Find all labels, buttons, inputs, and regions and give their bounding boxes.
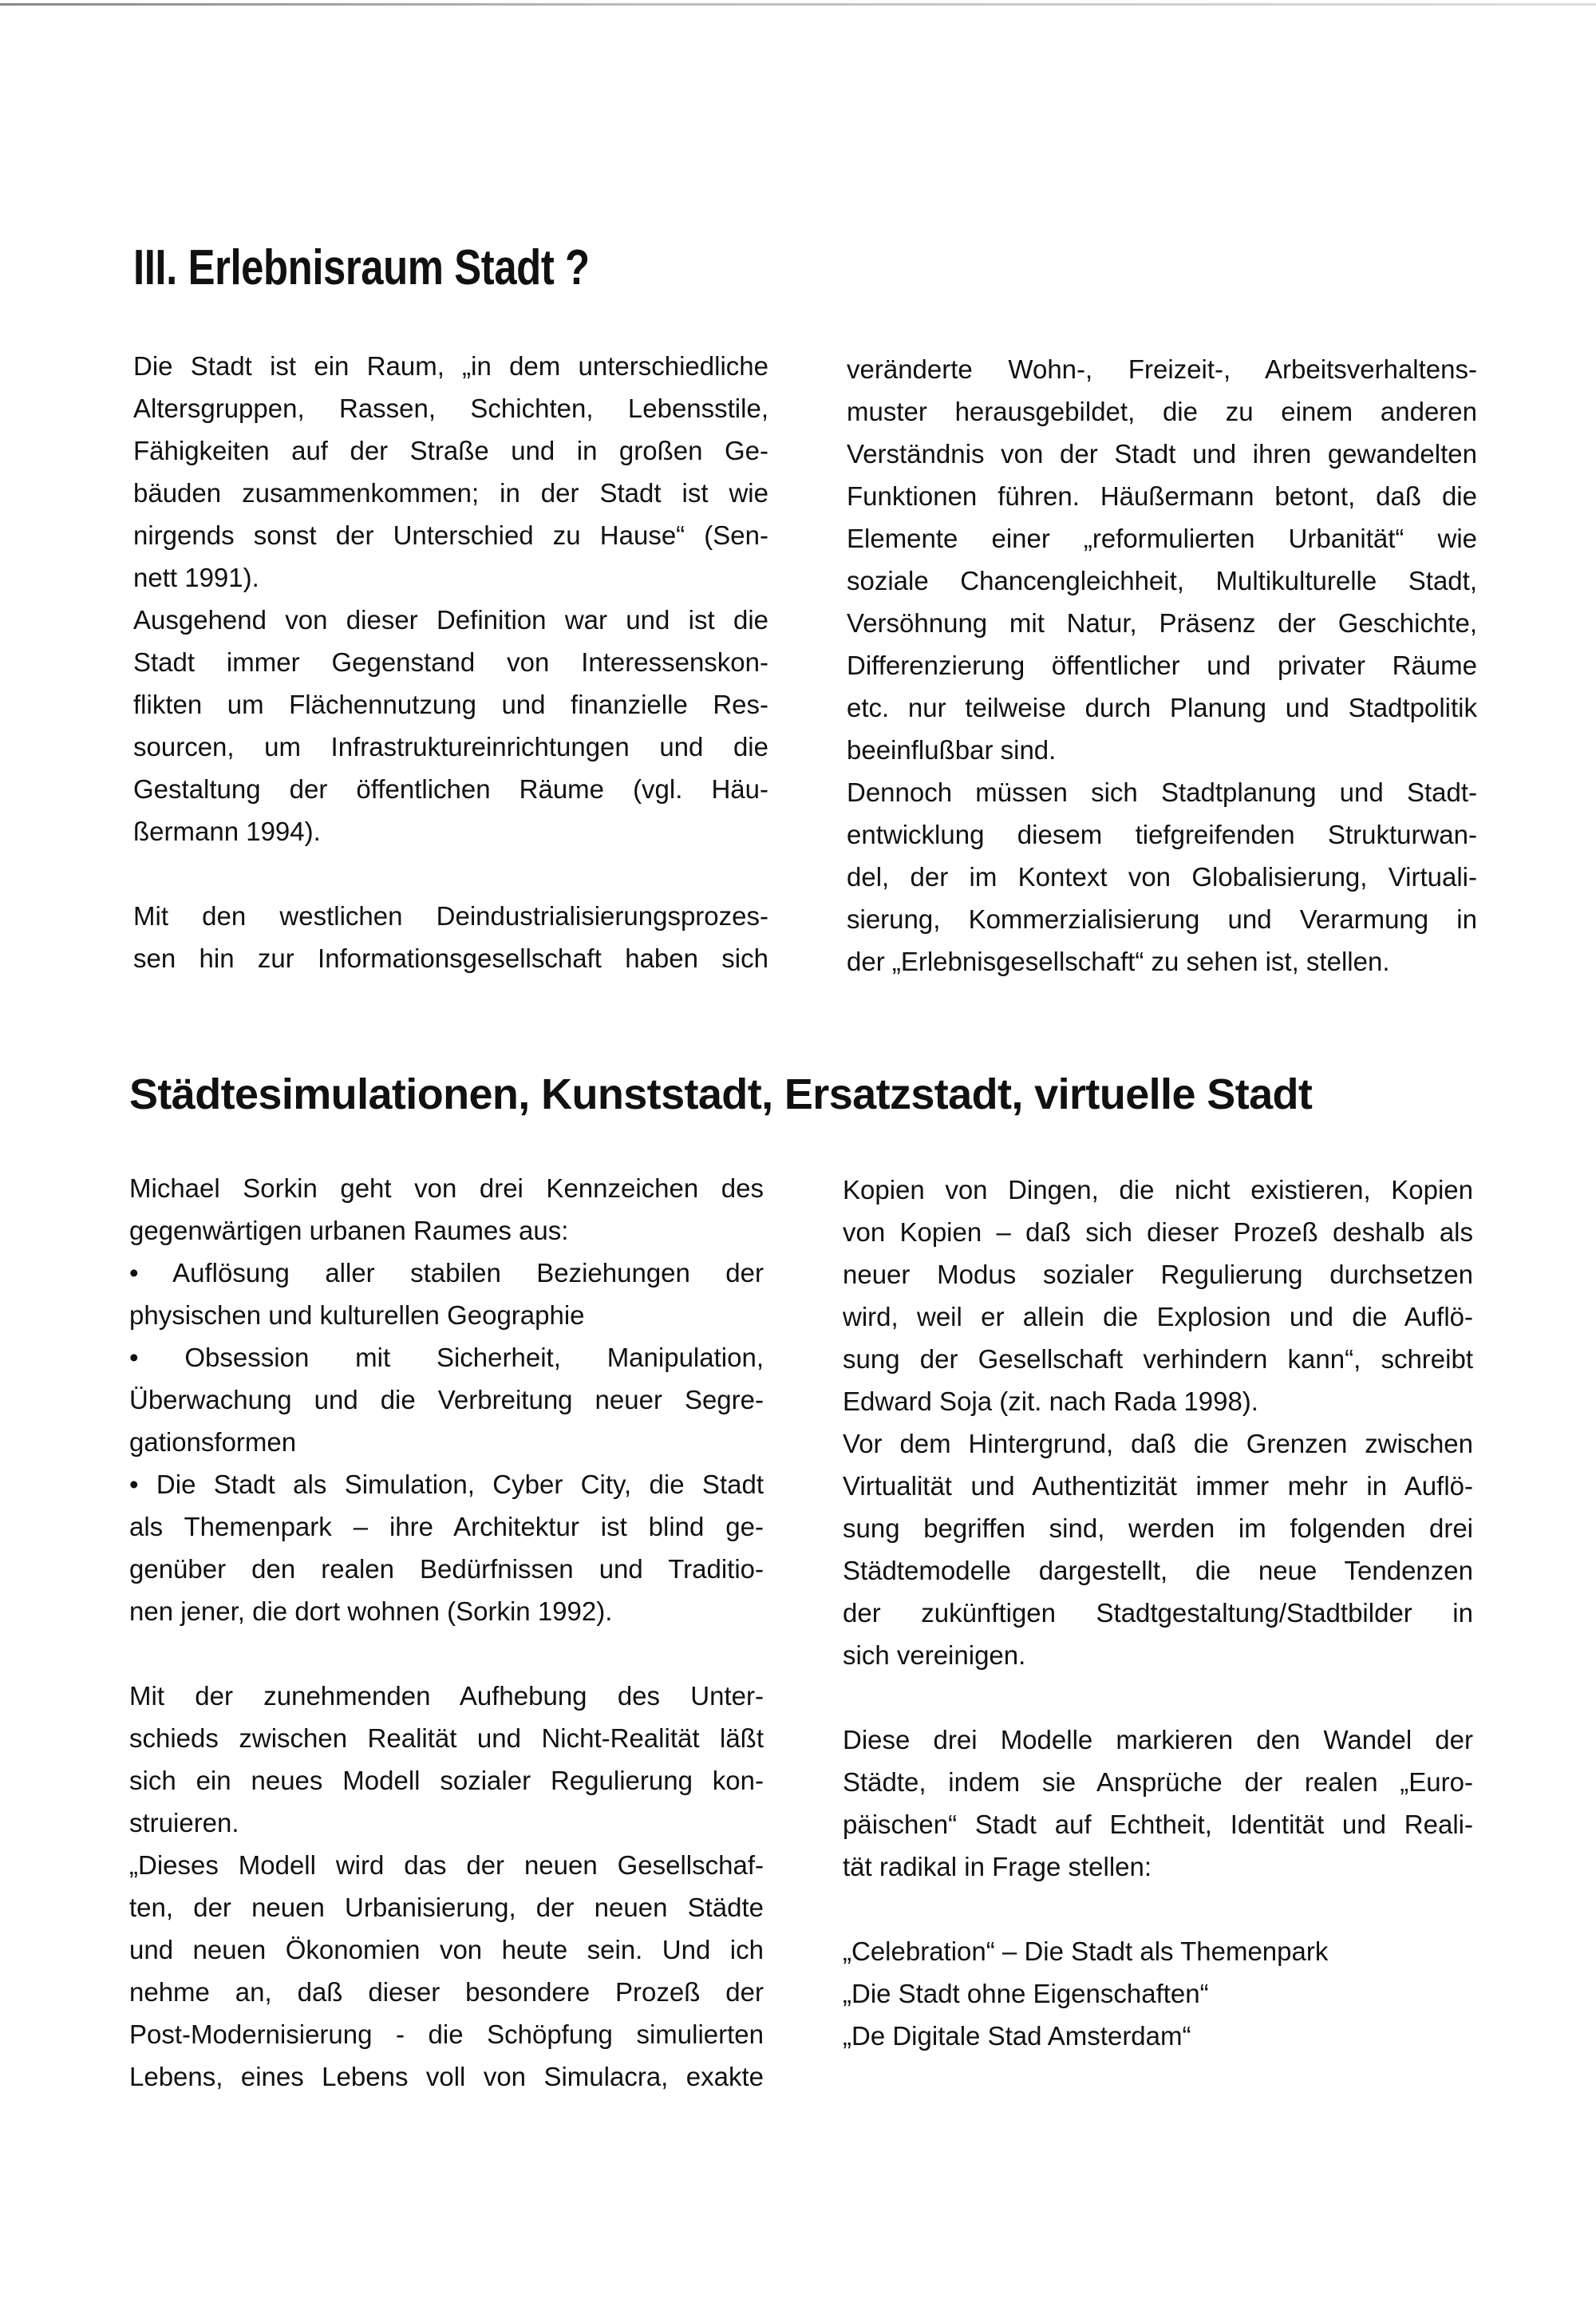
text-line: Mit der zunehmenden Aufhebung des Unter- bbox=[129, 1681, 764, 1711]
text-line: ten, der neuen Urbanisierung, der neuen Städte bbox=[129, 1893, 764, 1922]
blank-line bbox=[133, 852, 768, 895]
text-line: gationsformen bbox=[129, 1427, 297, 1457]
text-line: nen jener, die dort wohnen (Sorkin 1992). bbox=[129, 1596, 613, 1626]
text-line: gegenwärtigen urbanen Raumes aus: bbox=[129, 1216, 569, 1245]
text-line: veränderte Wohn-, Freizeit-, Arbeitsverhaltens- bbox=[847, 354, 1477, 384]
text-line: Differenzierung öffentlicher und privater Räume bbox=[847, 651, 1477, 680]
text-line: „Die Stadt ohne Eigenschaften“ bbox=[843, 1979, 1209, 2008]
text-line: schieds zwischen Realität und Nicht-Realität läßt bbox=[129, 1723, 764, 1753]
scan-edge-line bbox=[0, 3, 1596, 6]
text-line: etc. nur teilweise durch Planung und Stadtpolitik bbox=[847, 693, 1477, 722]
text-line: Dennoch müssen sich Stadtplanung und Stadt- bbox=[847, 777, 1477, 807]
text-line: nirgends sonst der Unterschied zu Hause“ (Sen- bbox=[133, 520, 768, 550]
text-line: sierung, Kommerzialisierung und Verarmung in bbox=[847, 904, 1477, 934]
text-line: Vor dem Hintergrund, daß die Grenzen zwischen bbox=[843, 1429, 1473, 1458]
section-heading-erlebnisraum: III. Erlebnisraum Stadt ? bbox=[133, 240, 590, 295]
text-line: „De Digitale Stad Amsterdam“ bbox=[843, 2021, 1191, 2051]
text-line: Diese drei Modelle markieren den Wandel der bbox=[843, 1725, 1473, 1754]
text-line: sich vereinigen. bbox=[843, 1640, 1026, 1670]
text-line: beeinflußbar sind. bbox=[847, 735, 1057, 765]
text-line: nett 1991). bbox=[133, 563, 259, 592]
text-line: von Kopien – daß sich dieser Prozeß deshalb als bbox=[843, 1217, 1473, 1247]
text-line: Städtemodelle dargestellt, die neue Tendenzen bbox=[843, 1556, 1473, 1585]
text-line: sung begriffen sind, werden im folgenden drei bbox=[843, 1513, 1473, 1543]
text-line: päischen“ Stadt auf Echtheit, Identität und Reali- bbox=[843, 1810, 1473, 1839]
text-line: Versöhnung mit Natur, Präsenz der Geschichte, bbox=[847, 608, 1477, 638]
text-line: sourcen, um Infrastruktureinrichtungen und die bbox=[133, 732, 768, 761]
text-line: „Dieses Modell wird das der neuen Gesellschaf- bbox=[129, 1850, 764, 1880]
text-line: Fähigkeiten auf der Straße und in großen Ge- bbox=[133, 436, 768, 465]
text-line: Mit den westlichen Deindustrialisierungsprozes- bbox=[133, 901, 768, 931]
text-line: Elemente einer „reformulierten Urbanität“ wie bbox=[847, 524, 1477, 553]
text-line: Edward Soja (zit. nach Rada 1998). bbox=[843, 1386, 1258, 1416]
text-line: neuer Modus sozialer Regulierung durchsetzen bbox=[843, 1260, 1473, 1289]
text-line: flikten um Flächennutzung und finanzielle Res- bbox=[133, 690, 768, 719]
blank-line bbox=[843, 1888, 1473, 1930]
section1-right-column bbox=[847, 348, 1477, 983]
text-line: Städte, indem sie Ansprüche der realen „Euro- bbox=[843, 1767, 1473, 1797]
text-line: genüber den realen Bedürfnissen und Traditio- bbox=[129, 1554, 764, 1584]
text-line: tät radikal in Frage stellen: bbox=[843, 1852, 1152, 1881]
text-line: soziale Chancengleichheit, Multikulturelle Stadt, bbox=[847, 566, 1477, 595]
text-line: und neuen Ökonomien von heute sein. Und ich bbox=[129, 1935, 764, 1964]
section2-right-column bbox=[843, 1169, 1473, 2057]
text-line: muster herausgebildet, die zu einem anderen bbox=[847, 397, 1477, 426]
text-line: Gestaltung der öffentlichen Räume (vgl. Häu- bbox=[133, 774, 768, 804]
text-line: der „Erlebnisgesellschaft“ zu sehen ist, stellen. bbox=[847, 947, 1390, 976]
text-line: „Celebration“ – Die Stadt als Themenpark bbox=[843, 1936, 1329, 1966]
text-line: Virtualität und Authentizität immer mehr in Auflö- bbox=[843, 1471, 1473, 1501]
text-line: sich ein neues Modell sozialer Regulierung kon- bbox=[129, 1766, 764, 1795]
text-line: als Themenpark – ihre Architektur ist blind ge- bbox=[129, 1512, 764, 1541]
text-line: sung der Gesellschaft verhindern kann“, schreibt bbox=[843, 1344, 1473, 1374]
text-line: Ausgehend von dieser Definition war und ist die bbox=[133, 605, 768, 635]
text-line: Überwachung und die Verbreitung neuer Segre- bbox=[129, 1385, 764, 1414]
text-line: der zukünftigen Stadtgestaltung/Stadtbilder in bbox=[843, 1598, 1473, 1628]
text-line: Kopien von Dingen, die nicht existieren, Kopien bbox=[843, 1175, 1473, 1205]
text-line: Funktionen führen. Häußermann betont, daß die bbox=[847, 481, 1477, 511]
text-line: Stadt immer Gegenstand von Interessenskon- bbox=[133, 647, 768, 677]
text-line: • Auflösung aller stabilen Beziehungen der bbox=[129, 1258, 764, 1288]
text-line: Michael Sorkin geht von drei Kennzeichen des bbox=[129, 1173, 764, 1203]
text-line: entwicklung diesem tiefgreifenden Strukturwan- bbox=[847, 820, 1477, 849]
section2-left-column bbox=[129, 1167, 764, 2098]
section1-left-column bbox=[133, 345, 768, 979]
text-line: del, der im Kontext von Globalisierung, Virtuali- bbox=[847, 862, 1477, 892]
section-heading-staedtesimulationen: Städtesimulationen, Kunststadt, Ersatzstadt, virtuelle Stadt bbox=[129, 1070, 1313, 1118]
text-line: • Die Stadt als Simulation, Cyber City, die Stadt bbox=[129, 1470, 764, 1499]
text-line: • Obsession mit Sicherheit, Manipulation, bbox=[129, 1343, 764, 1372]
text-line: Verständnis von der Stadt und ihren gewandelten bbox=[847, 439, 1477, 469]
text-line: Post-Modernisierung - die Schöpfung simulierten bbox=[129, 2019, 764, 2049]
blank-line bbox=[843, 1676, 1473, 1719]
text-line: Altersgruppen, Rassen, Schichten, Lebensstile, bbox=[133, 394, 768, 423]
text-line: Lebens, eines Lebens voll von Simulacra, exakte bbox=[129, 2062, 764, 2091]
text-line: struieren. bbox=[129, 1808, 239, 1837]
text-line: wird, weil er allein die Explosion und die Auflö- bbox=[843, 1302, 1473, 1331]
text-line: Die Stadt ist ein Raum, „in dem unterschiedliche bbox=[133, 351, 768, 381]
text-line: nehme an, daß dieser besondere Prozeß der bbox=[129, 1977, 764, 2007]
text-line: sen hin zur Informationsgesellschaft haben sich bbox=[133, 943, 768, 973]
text-line: physischen und kulturellen Geographie bbox=[129, 1300, 585, 1330]
text-line: ßermann 1994). bbox=[133, 817, 321, 846]
text-line: bäuden zusammenkommen; in der Stadt ist wie bbox=[133, 478, 768, 508]
blank-line bbox=[129, 1632, 764, 1675]
